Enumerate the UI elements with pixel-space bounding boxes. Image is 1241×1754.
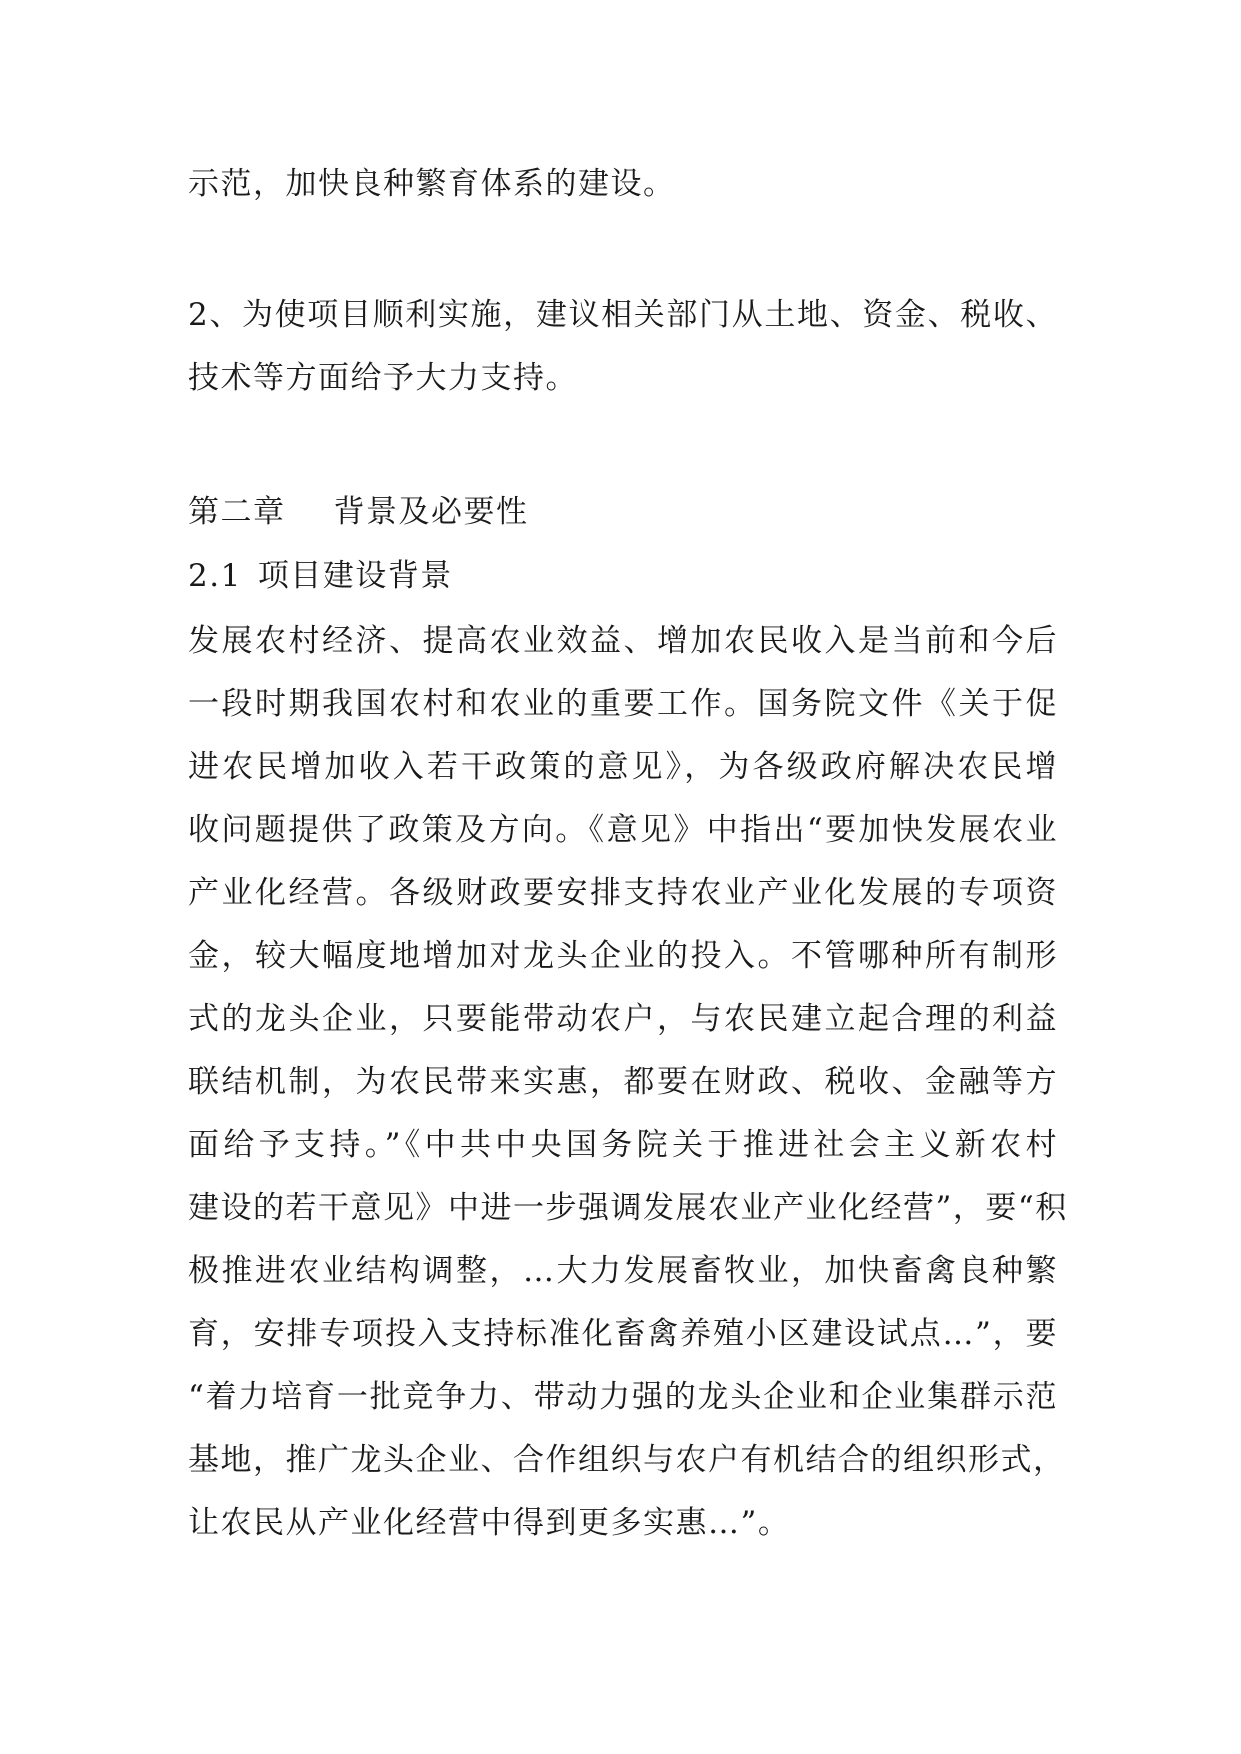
paragraph-line: 示范，加快良种繁育体系的建设。 [188,166,676,202]
section-heading [188,545,1058,608]
paragraph-line: 极推进农业结构调整，…大力发展畜牧业，加快畜禽良种繁 [188,1253,1058,1289]
paragraph-line: 2、为使项目顺利实施，建议相关部门从土地、资金、税收、 [188,297,1058,333]
paragraph-line: 育，安排专项投入支持标准化畜禽养殖小区建设试点…”，要 [188,1316,1058,1352]
paragraph-line: 产业化经营。各级财政要安排支持农业产业化发展的专项资 [188,875,1058,911]
paragraph-recommendation-2 [188,284,1058,410]
paragraph-continuation [188,153,1058,216]
paragraph-line: 进农民增加收入若干政策的意见》，为各级政府解决农民增 [188,749,1058,785]
chapter-heading [188,481,1058,544]
paragraph-line: 建设的若干意见》中进一步强调发展农业产业化经营”，要“积 [188,1190,1068,1226]
paragraph-line: 联结机制，为农民带来实惠，都要在财政、税收、金融等方 [188,1064,1058,1100]
paragraph-line: 技术等方面给予大力支持。 [188,360,578,396]
chapter-title: 背景及必要性 [333,494,529,530]
paragraph-line: 金，较大幅度地增加对龙头企业的投入。不管哪种所有制形 [188,938,1058,974]
paragraph-background [188,610,1068,1555]
paragraph-line: “着力培育一批竞争力、带动力强的龙头企业和企业集群示范 [188,1379,1058,1415]
section-number: 2.1 [188,558,242,594]
paragraph-line: 发展农村经济、提高农业效益、增加农民收入是当前和今后 [188,623,1058,659]
chapter-number: 第二章 [188,494,286,530]
section-title: 项目建设背景 [257,558,453,594]
paragraph-line: 基地，推广龙头企业、合作组织与农户有机结合的组织形式， [188,1442,1066,1478]
paragraph-line: 式的龙头企业，只要能带动农户，与农民建立起合理的利益 [188,1001,1058,1037]
paragraph-line: 收问题提供了政策及方向。《意见》中指出“要加快发展农业 [188,812,1058,848]
paragraph-line: 让农民从产业化经营中得到更多实惠…”。 [188,1505,791,1541]
paragraph-line: 面给予支持。”《中共中央国务院关于推进社会主义新农村 [188,1127,1058,1163]
paragraph-line: 一段时期我国农村和农业的重要工作。国务院文件《关于促 [188,686,1058,722]
